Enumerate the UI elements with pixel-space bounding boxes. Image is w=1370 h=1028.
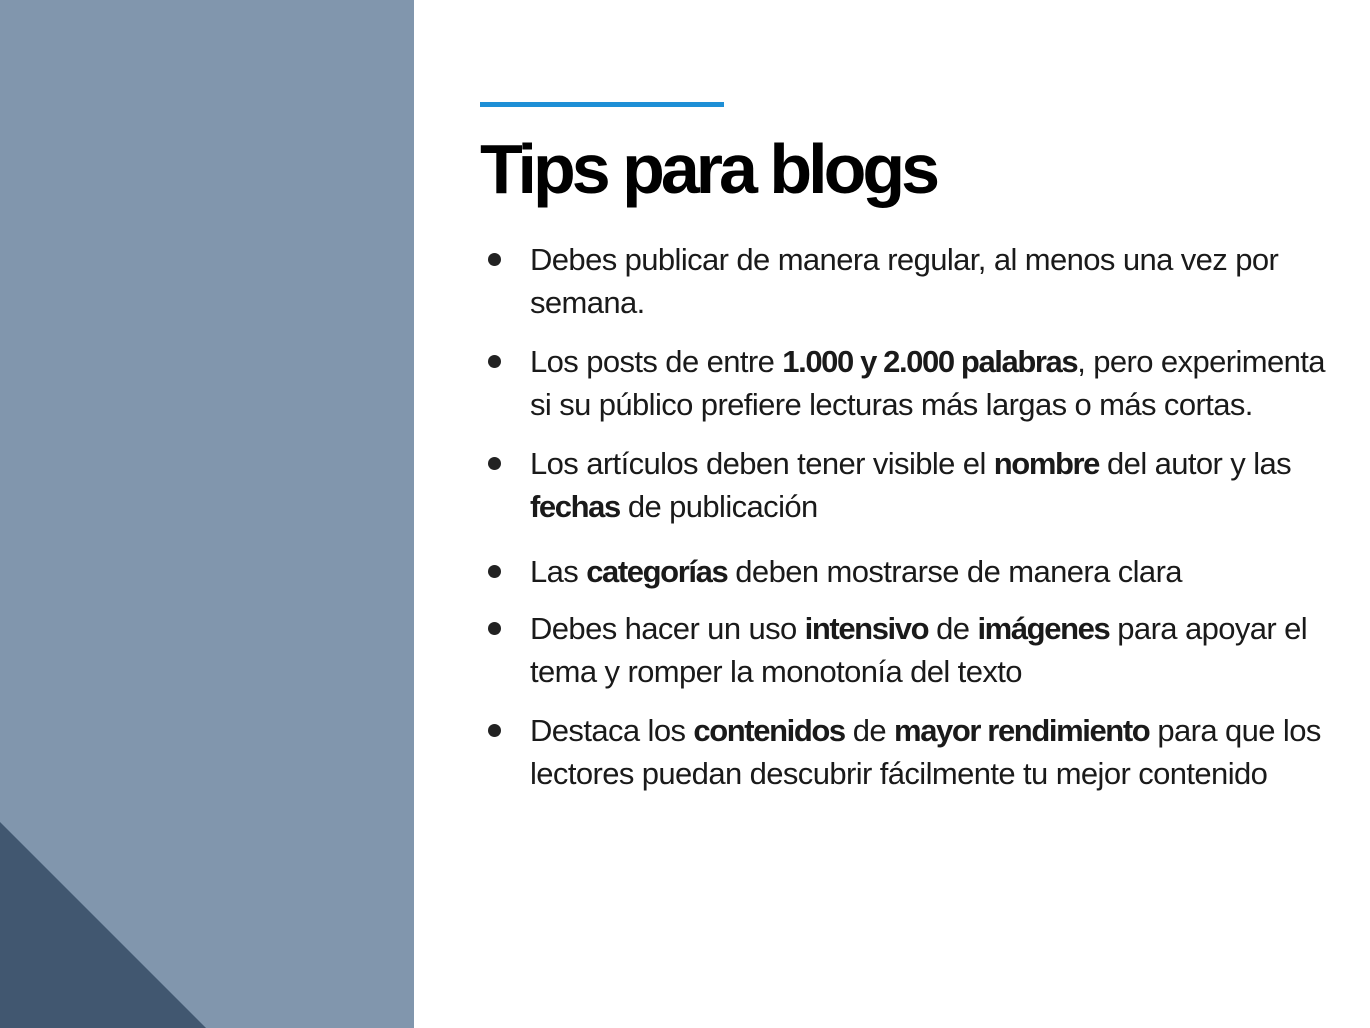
bullet-segment: Debes hacer un uso	[530, 611, 805, 646]
side-triangle-shape	[0, 0, 414, 1028]
bullet-text	[530, 554, 1182, 589]
bullet-segment: Debes publicar de manera regular, al menos una vez por semana.	[530, 242, 1279, 320]
bullet-text	[530, 242, 1278, 320]
bullet-segment: Los artículos deben tener visible el	[530, 446, 994, 481]
bullet-emphasis: mayor rendimiento	[894, 713, 1150, 748]
title-accent-bar	[480, 102, 724, 107]
list-item	[480, 709, 1340, 795]
bullet-dot-icon	[488, 355, 501, 368]
bullet-emphasis: 1.000 y 2.000 palabras	[782, 344, 1078, 379]
bullet-segment: de publicación	[619, 489, 818, 524]
bullet-dot-icon	[488, 622, 501, 635]
list-item	[480, 238, 1340, 324]
bullet-dot-icon	[488, 565, 501, 578]
bullet-emphasis: contenidos	[693, 713, 845, 748]
bullet-segment: , pero experimenta si su público prefiere lecturas más largas o más cortas.	[530, 344, 1325, 422]
bullet-segment: Las	[530, 554, 587, 589]
bullet-emphasis: categorías	[586, 554, 728, 589]
bullet-emphasis: nombre	[993, 446, 1100, 481]
bullet-segment: de	[928, 611, 978, 646]
bullet-emphasis: imágenes	[977, 611, 1110, 646]
bullet-segment: Destaca los	[530, 713, 694, 748]
title-block	[480, 102, 1340, 209]
bullet-dot-icon	[488, 724, 501, 737]
tips-list	[480, 238, 1340, 795]
list-item	[480, 442, 1340, 528]
bullet-segment: para que los lectores puedan descubrir fácilmente tu mejor contenido	[530, 713, 1321, 791]
bullet-text	[530, 611, 1307, 689]
bullet-segment: de	[844, 713, 895, 748]
page-title: Tips para blogs	[480, 130, 937, 208]
bullet-segment: del autor y las	[1099, 446, 1292, 481]
side-decoration-panel	[0, 0, 414, 1028]
bullet-emphasis: fechas	[530, 489, 620, 524]
list-item	[480, 340, 1340, 426]
bullet-text	[530, 713, 1321, 791]
bullet-dot-icon	[488, 253, 501, 266]
bullet-segment: deben mostrarse de manera clara	[727, 554, 1182, 589]
bullet-text	[530, 344, 1325, 422]
bullet-dot-icon	[488, 457, 501, 470]
bullet-segment: para apoyar el tema y romper la monotonía del texto	[530, 611, 1308, 689]
list-item	[480, 607, 1340, 693]
list-item	[480, 550, 1340, 593]
bullet-segment: Los posts de entre	[530, 344, 783, 379]
bullet-emphasis: intensivo	[804, 611, 929, 646]
bullet-text	[530, 446, 1291, 524]
